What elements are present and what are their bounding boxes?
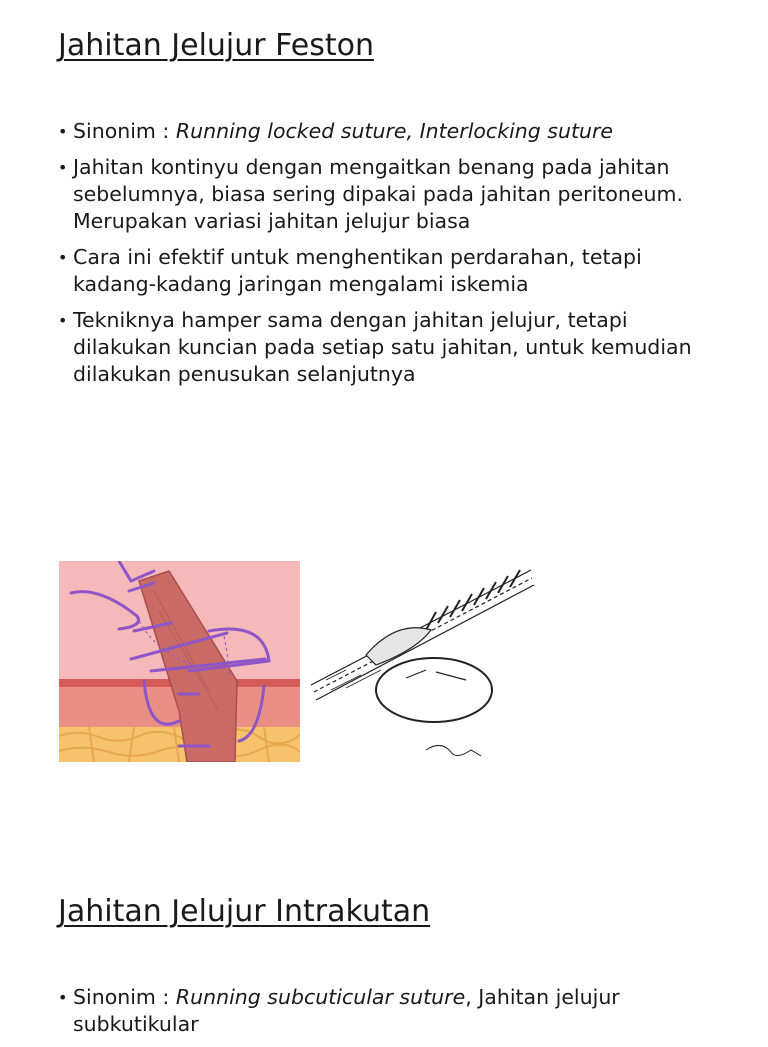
bullet-dot: • <box>58 988 68 1007</box>
bullet-item: • Cara ini efektif untuk menghentikan perdarahan, tetapi kadang-kadang jaringan mengalami iskemia <box>58 245 642 296</box>
bullet-dot: • <box>58 158 68 177</box>
slide-title: Jahitan Jelujur Intrakutan <box>58 894 431 929</box>
bullet-list <box>58 118 718 397</box>
suture-illustration-sketch <box>306 560 536 766</box>
bullet-item: • Jahitan kontinyu dengan mengaitkan benang pada jahitan sebelumnya, biasa sering dipakai pada jahitan peritoneum. Merupakan variasi jahitan jelujur biasa <box>58 155 683 233</box>
bullet-dot: • <box>58 311 68 330</box>
bullet-dot: • <box>58 248 68 267</box>
suture-illustration-color <box>59 561 300 762</box>
bullet-list <box>58 984 718 1047</box>
bullet-item: • Tekniknya hamper sama dengan jahitan jelujur, tetapi dilakukan kuncian pada setiap satu jahitan, untuk kemudian dilakukan penusukan selanjutnya <box>58 308 692 386</box>
slide-jelujur-intrakutan <box>0 866 768 1036</box>
bullet-item: • Sinonim : Running subcuticular suture, Jahitan jelujur subkutikular <box>58 985 620 1036</box>
slide-title: Jahitan Jelujur Feston <box>58 28 374 63</box>
bullet-item: • Sinonim : Running locked suture, Interlocking suture <box>58 119 614 143</box>
bullet-dot: • <box>58 122 68 141</box>
